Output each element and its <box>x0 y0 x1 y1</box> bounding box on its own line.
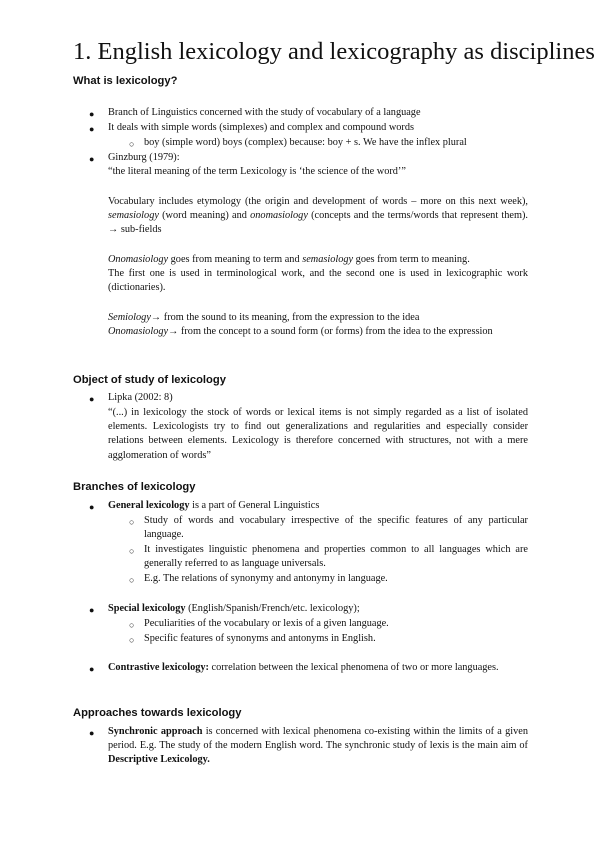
list-item: Branch of Linguistics concerned with the study of vocabulary of a language <box>108 107 421 118</box>
sub-bullet-icon: ○ <box>129 620 135 630</box>
sub-bullet-icon: ○ <box>129 575 135 585</box>
bullet-icon: ● <box>89 109 95 119</box>
bullet-icon: ● <box>89 154 95 164</box>
sub-list-item: E.g. The relations of synonymy and antonymy in language. <box>144 573 388 584</box>
section-heading-object-of-study: Object of study of lexicology <box>73 374 226 386</box>
section-heading-branches: Branches of lexicology <box>73 481 196 493</box>
list-item-synchronic-approach: Synchronic approach is concerned with lexical phenomena co-existing within the limits of a given period. E.g. The study of the modern English word. The synchronic study of lexis is the main aim of Descriptive Lexicology. <box>108 726 528 766</box>
sub-bullet-icon: ○ <box>129 139 135 149</box>
bullet-icon: ● <box>89 728 95 738</box>
bullet-icon: ● <box>89 394 95 404</box>
paragraph-vocabulary: Vocabulary includes etymology (the origin and development of words – more on this next week), semasiology (word meaning) and onomasiology (concepts and the terms/words that represent them). → sub-fields <box>108 196 528 236</box>
sub-list-item: Peculiarities of the vocabulary or lexis of a given language. <box>144 618 389 629</box>
paragraph-onomasiology: Onomasiology goes from meaning to term and semasiology goes from term to meaning. The first one is used in terminological work, and the second one is used in lexicographic work (dictionaries). <box>108 254 528 294</box>
sub-bullet-icon: ○ <box>129 635 135 645</box>
sub-list-item: It investigates linguistic phenomena and properties common to all languages which are generally referred to as language universals. <box>144 544 528 570</box>
sub-list-item: Study of words and vocabulary irrespective of the specific features of any particular language. <box>144 515 528 541</box>
section-heading-what-is-lexicology: What is lexicology? <box>73 75 178 87</box>
quote-lipka: “(...) in lexicology the stock of words or lexical items is not simply regarded as a list of isolated elements. Lexicologists try to find out generalizations and regularities and especially consider relations between elements. Lexicology is therefore concerned with structures, not with a mere agglomeration of words” <box>108 407 528 461</box>
paragraph-semiology: Semiology→ from the sound to its meaning, from the expression to the idea Onomasiology→ from the concept to a sound form (or forms) from the idea to the expression <box>108 312 493 338</box>
list-item-contrastive-lexicology: Contrastive lexicology: correlation between the lexical phenomena of two or more languages. <box>108 662 499 673</box>
list-item: Lipka (2002: 8) <box>108 392 173 403</box>
bullet-icon: ● <box>89 605 95 615</box>
list-item-special-lexicology: Special lexicology (English/Spanish/French/etc. lexicology); <box>108 603 360 614</box>
bullet-icon: ● <box>89 124 95 134</box>
page-title: 1. English lexicology and lexicography as disciplines <box>73 38 595 65</box>
list-item-general-lexicology: General lexicology is a part of General Linguistics <box>108 500 320 511</box>
sub-bullet-icon: ○ <box>129 546 135 556</box>
list-item: Ginzburg (1979): <box>108 152 180 163</box>
bullet-icon: ● <box>89 502 95 512</box>
sub-bullet-icon: ○ <box>129 517 135 527</box>
bullet-icon: ● <box>89 664 95 674</box>
list-item: It deals with simple words (simplexes) and complex and compound words <box>108 122 414 133</box>
sub-list-item: boy (simple word) boys (complex) because: boy + s. We have the inflex plural <box>144 137 467 148</box>
sub-list-item: Specific features of synonyms and antonyms in English. <box>144 633 376 644</box>
quote-ginzburg: “the literal meaning of the term Lexicology is ‘the science of the word’” <box>108 166 406 177</box>
section-heading-approaches: Approaches towards lexicology <box>73 707 242 719</box>
